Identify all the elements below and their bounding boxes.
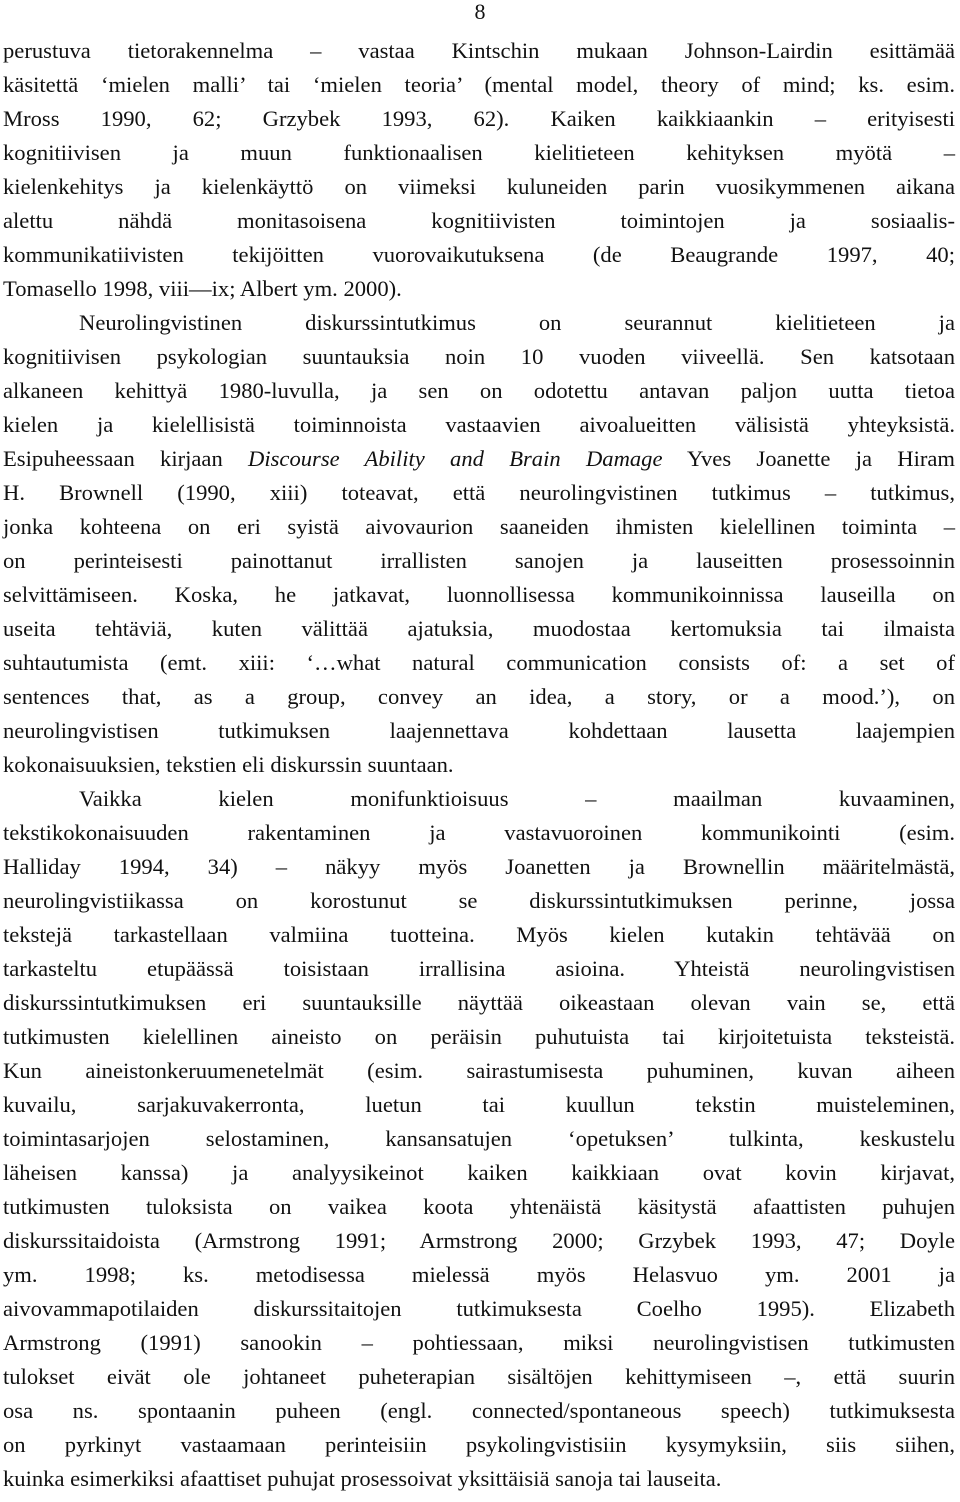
text-line: kommunikatiivisten tekijöitten vuorovaikutuksena (de Beaugrande 1997, 40; (3, 242, 955, 267)
text-line: kuinka esimerkiksi afaattiset puhujat prosessoivat yksittäisiä sanoja tai lauseita. (3, 1466, 722, 1491)
paragraph-3 (3, 782, 955, 1496)
text-line: tutkimusten tuloksista on vaikea koota yhtenäistä käsitystä afaattisten puhujen (3, 1194, 955, 1219)
page-number: 8 (474, 0, 486, 24)
text-line: aivovammapotilaiden diskurssitaitojen tutkimuksesta Coelho 1995). Elizabeth (3, 1296, 955, 1321)
text-line: kognitiivisen psykologian suuntauksia noin 10 vuoden viiveellä. Sen katsotaan (3, 344, 955, 369)
text-line: diskurssitaidoista (Armstrong 1991; Armstrong 2000; Grzybek 1993, 47; Doyle (3, 1228, 955, 1253)
text-line: kielen ja kielellisistä toiminnoista vastaavien aivoalueitten välisistä yhteyksistä. (3, 412, 955, 437)
text-line: Armstrong (1991) sanookin – pohtiessaan, miksi neurolingvistisen tutkimusten (3, 1330, 955, 1355)
text-line: Tomasello 1998, viii—ix; Albert ym. 2000). (3, 276, 402, 301)
text-line: neurolingvistiikassa on korostunut se diskurssintutkimuksen perinne, jossa (3, 888, 955, 913)
text-line: on pyrkinyt vastaamaan perinteisiin psykolingvistisiin kysymyksiin, siis siihen, (3, 1432, 955, 1457)
paragraph-2 (3, 306, 955, 782)
text-line: tekstejä tarkastellaan valmiina tuotteina. Myös kielen kutakin tehtävää on (3, 922, 955, 947)
text-line: sentences that, as a group, convey an idea, a story, or a mood.’), on (3, 684, 955, 709)
text-line: Vaikka kielen monifunktioisuus – maailman kuvaaminen, (79, 786, 955, 811)
text-line: toimintasarjojen selostaminen, kansansatujen ‘opetuksen’ tulkinta, keskustelu (3, 1126, 955, 1151)
text-line: useita tehtäviä, kuten välittää ajatuksia, muodostaa kertomuksia tai ilmaista (3, 616, 955, 641)
text-line: alkaneen kehittyä 1980-luvulla, ja sen on odotettu antavan paljon uutta tietoa (3, 378, 955, 403)
paragraph-1 (3, 34, 955, 306)
text-line: jonka kohteena on eri syistä aivovaurion saaneiden ihmisten kielellinen toiminta – (3, 514, 955, 539)
text-line: alettu nähdä monitasoisena kognitiivisten toimintojen ja sosiaalis- (3, 208, 955, 233)
text-line: H. Brownell (1990, xiii) toteavat, että neurolingvistinen tutkimus – tutkimus, (3, 480, 955, 505)
text-line: tekstikokonaisuuden rakentaminen ja vastavuoroinen kommunikointi (esim. (3, 820, 955, 845)
text-line: selvittämiseen. Koska, he jatkavat, luonnollisessa kommunikoinnissa lauseilla on (3, 582, 955, 607)
book-title: Discourse Ability and Brain Damage (248, 446, 663, 471)
text-line: ym. 1998; ks. metodisessa mielessä myös Helasvuo ym. 2001 ja (3, 1262, 955, 1287)
text-line: kognitiivisen ja muun funktionaalisen kielitieteen kehityksen myötä – (3, 140, 955, 165)
text-line: neurolingvistisen tutkimuksen laajennettava kohdettaan lausetta laajempien (3, 718, 955, 743)
text-line: kokonaisuuksien, tekstien eli diskurssin suuntaan. (3, 752, 454, 777)
text-line: tarkasteltu etupäässä toisistaan irrallisina asioina. Yhteistä neurolingvistisen (3, 956, 955, 981)
text-line: Neurolingvistinen diskurssintutkimus on seurannut kielitieteen ja (79, 310, 955, 335)
text-line: Halliday 1994, 34) – näkyy myös Joanetten ja Brownellin määritelmästä, (3, 854, 955, 879)
text-line: tutkimusten kielellinen aineisto on peräisin puhutuista tai kirjoitetuista teksteistä. (3, 1024, 955, 1049)
text-line: kuvailu, sarjakuvakerronta, luetun tai kuullun tekstin muisteleminen, (3, 1092, 955, 1117)
text-line: Kun aineistonkeruumenetelmät (esim. sairastumisesta puhuminen, kuvan aiheen (3, 1058, 955, 1083)
text-line: suhtautumista (emt. xiii: ‘…what natural communication consists of: a set of (3, 650, 955, 675)
text-line: tulokset eivät ole johtaneet puheterapian sisältöjen kehittymiseen –, että suurin (3, 1364, 955, 1389)
text-line: Mross 1990, 62; Grzybek 1993, 62). Kaiken kaikkiaankin – erityisesti (3, 106, 955, 131)
text-line: on perinteisesti painottanut irrallisten sanojen ja lauseitten prosessoinnin (3, 548, 955, 573)
text-line: kielenkehitys ja kielenkäyttö on viimeksi kuluneiden parin vuosikymmenen aikana (3, 174, 955, 199)
text-line: läheisen kanssa) ja analyysikeinot kaiken kaikkiaan ovat kovin kirjavat, (3, 1160, 955, 1185)
body-text (3, 34, 955, 1496)
text-line: perustuva tietorakennelma – vastaa Kintschin mukaan Johnson-Lairdin esittämää (3, 38, 955, 63)
text-line-with-title: Esipuheessaan kirjaan Discourse Ability and Brain Damage Yves Joanette ja Hiram (3, 446, 955, 471)
text-line: käsitettä ‘mielen malli’ tai ‘mielen teoria’ (mental model, theory of mind; ks. esim. (3, 72, 955, 97)
text-line: osa ns. spontaanin puheen (engl. connected/spontaneous speech) tutkimuksesta (3, 1398, 955, 1423)
text-line: diskurssintutkimuksen eri suuntauksille näyttää oikeastaan olevan vain se, että (3, 990, 955, 1015)
